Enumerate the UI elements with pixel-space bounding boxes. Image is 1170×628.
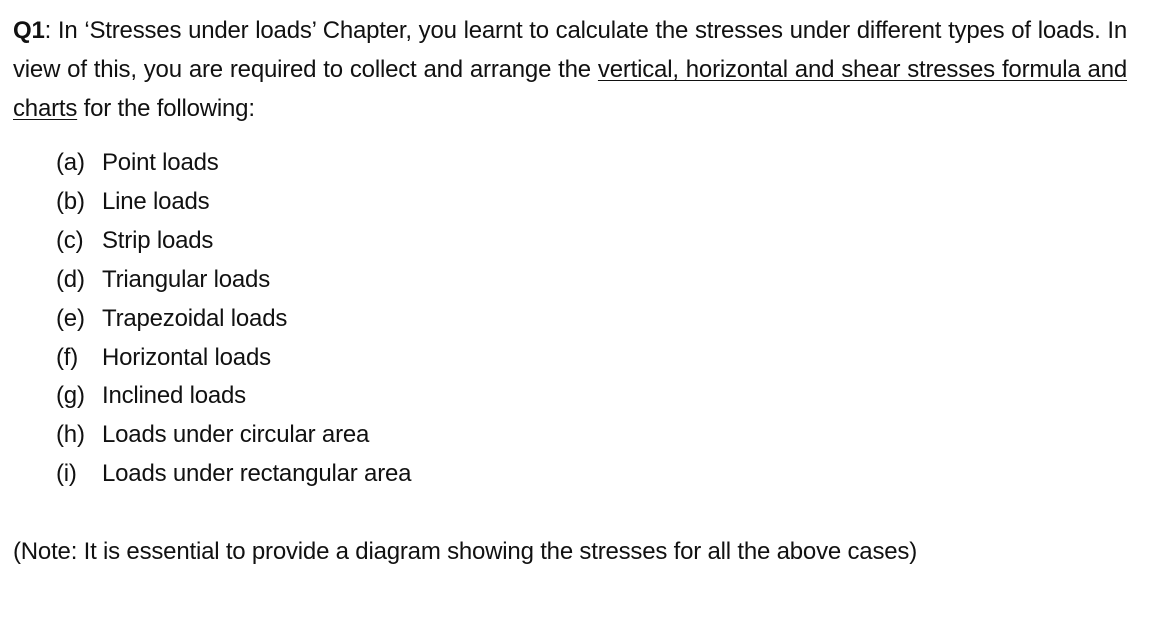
list-item-text: Loads under circular area bbox=[102, 421, 370, 449]
question-emphasis: vertical, horizontal and shear stresses formula and charts bbox=[13, 56, 1127, 122]
list-item-text: Inclined loads bbox=[102, 382, 246, 410]
question-label: Q1 bbox=[13, 17, 45, 44]
list-item-text: Trapezoidal loads bbox=[102, 304, 288, 332]
list-item-marker: (a) bbox=[56, 149, 85, 176]
question-paragraph bbox=[13, 11, 1127, 128]
load-type-list bbox=[56, 144, 411, 494]
note-text: (Note: It is essential to provide a diagram showing the stresses for all the above cases) bbox=[13, 538, 917, 565]
list-item bbox=[56, 416, 411, 455]
list-item-marker: (i) bbox=[56, 460, 77, 488]
list-item-marker: (c) bbox=[56, 226, 84, 254]
list-item-marker: (g) bbox=[56, 382, 85, 410]
list-item bbox=[56, 339, 411, 378]
list-item bbox=[56, 183, 411, 222]
list-item bbox=[56, 144, 411, 183]
question-tail: for the following: bbox=[77, 95, 255, 122]
list-item-text: Triangular loads bbox=[102, 265, 270, 293]
list-item bbox=[56, 455, 411, 494]
list-item-marker: (h) bbox=[56, 421, 85, 449]
list-item-text: Point loads bbox=[102, 149, 219, 176]
list-item-text: Strip loads bbox=[102, 226, 214, 254]
list-item-text: Loads under rectangular area bbox=[102, 460, 412, 488]
list-item-marker: (e) bbox=[56, 304, 85, 332]
list-item-text: Horizontal loads bbox=[102, 343, 271, 371]
list-item-marker: (f) bbox=[56, 343, 79, 371]
list-item-marker: (d) bbox=[56, 265, 85, 293]
list-item-marker: (b) bbox=[56, 187, 85, 215]
list-item bbox=[56, 261, 411, 300]
list-item-text: Line loads bbox=[102, 187, 210, 215]
list-item bbox=[56, 377, 411, 416]
list-item bbox=[56, 300, 411, 339]
list-item bbox=[56, 222, 411, 261]
question-intro: : In ‘Stresses under loads’ Chapter, you learnt to calculate the stresses under different types of loads. In view of this, you are required to collect and arrange the bbox=[13, 17, 1127, 83]
